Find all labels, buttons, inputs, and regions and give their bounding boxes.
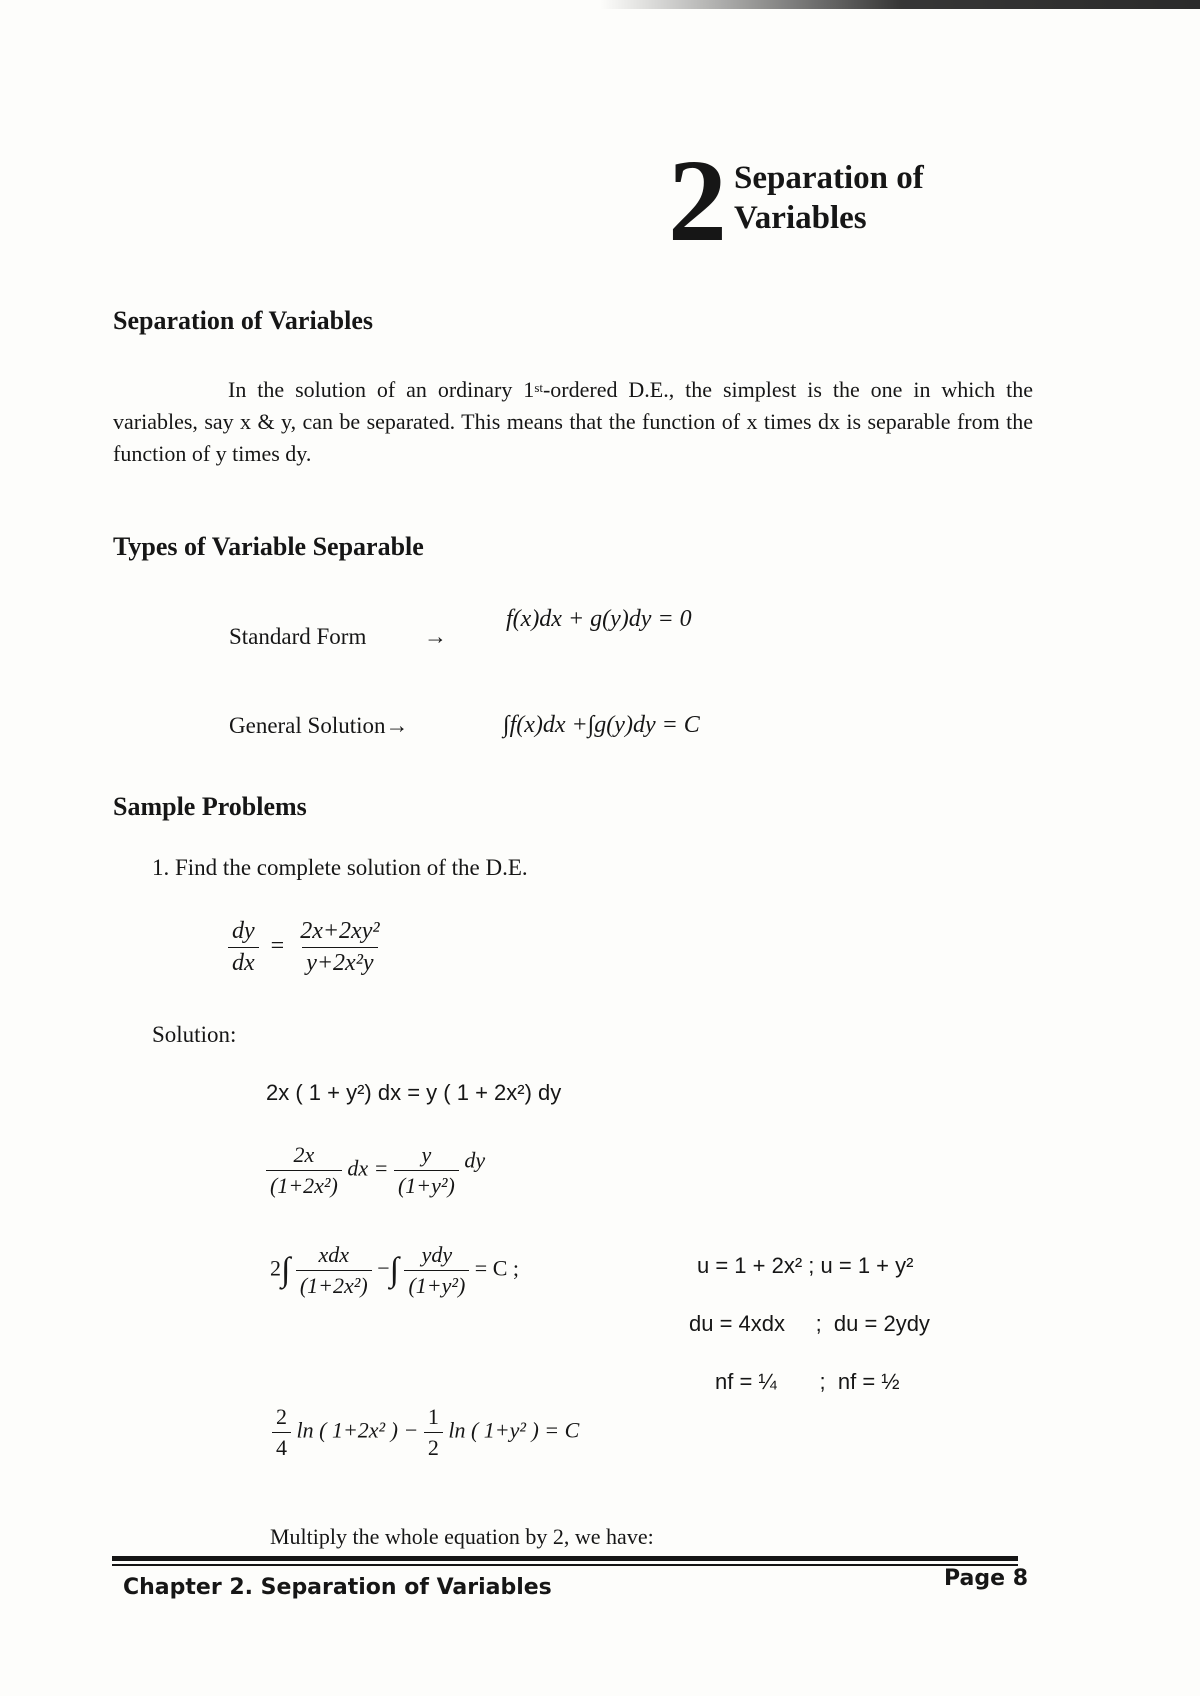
integral-icon: ∫: [281, 1251, 291, 1289]
arrow-icon: →: [424, 624, 447, 649]
substitution-nf: nf = ¼ ; nf = ½: [715, 1369, 900, 1394]
solution-step-4: $\frac{2}{4}$ ln ( 1+2x² ) − $\frac{1}{2}$ ln ( 1+y² ) = C: [272, 1404, 579, 1461]
solution-step-3: 2∫ $\frac{\text{xdx}}{\text{(1+2x²)}}$ −∫ $\frac{\text{ydy}}{\text{(1+y²)}}$ = C ;: [270, 1242, 519, 1298]
standard-form-label: Standard Form: [229, 624, 367, 649]
footer-page-number: Page 8: [944, 1566, 1029, 1591]
de-rhs: $\frac{\text{2x+2xy²}}{\text{y+2x²y}}$: [300, 918, 380, 976]
solution-label: Solution:: [152, 1022, 237, 1047]
integral-icon: ∫: [389, 1251, 399, 1289]
de-lhs: $\frac{dy}{dx}$: [228, 918, 259, 977]
chapter-title: [734, 158, 994, 238]
multiply-note: Multiply the whole equation by 2, we have:: [270, 1524, 654, 1549]
intro-paragraph: [113, 374, 1033, 470]
intro-text-a: In the solution of an ordinary 1: [228, 377, 535, 402]
chapter-number: 2: [668, 135, 727, 266]
substitution-du: du = 4xdx ; du = 2ydy: [689, 1311, 930, 1336]
chapter-title-line1: Separation of: [734, 160, 924, 196]
footer-rule-thick: [112, 1556, 1018, 1561]
top-border: [0, 0, 1200, 9]
substitution-u: u = 1 + 2x² ; u = 1 + y²: [697, 1253, 914, 1278]
general-solution-label: General Solution→: [229, 713, 409, 738]
section-heading-separation: Separation of Variables: [113, 306, 374, 335]
solution-step-1: 2x ( 1 + y²) dx = y ( 1 + 2x²) dy: [266, 1080, 562, 1105]
intro-superscript: st: [534, 380, 543, 395]
de-equation: $\frac{dy}{dx}$ = $\frac{\text{2x+2xy²}}{\text{y+2x²y}}$: [228, 918, 384, 977]
intro-text-b: -ordered D.E., the simplest is the one in which the variables, say x & y, can be separated. This means that the function of x times dx is separable from the function of y times dy.: [113, 377, 1033, 466]
general-solution-equation: ∫f(x)dx +∫g(y)dy = C: [503, 712, 700, 738]
solution-step-2: $\frac{2x}{\text{(1+2x²)}}$ dx = $\frac{y}{\text{(1+y²)}}$ dy: [266, 1142, 485, 1199]
section-heading-sample: Sample Problems: [113, 792, 307, 821]
section-heading-types: Types of Variable Separable: [113, 532, 424, 561]
chapter-title-line2: Variables: [734, 200, 867, 236]
footer-chapter: Chapter 2. Separation of Variables: [123, 1575, 552, 1600]
standard-form-equation: f(x)dx + g(y)dy = 0: [506, 606, 692, 632]
problem-1-text: 1. Find the complete solution of the D.E.: [152, 855, 528, 880]
footer-rule-thin: [112, 1564, 1018, 1566]
